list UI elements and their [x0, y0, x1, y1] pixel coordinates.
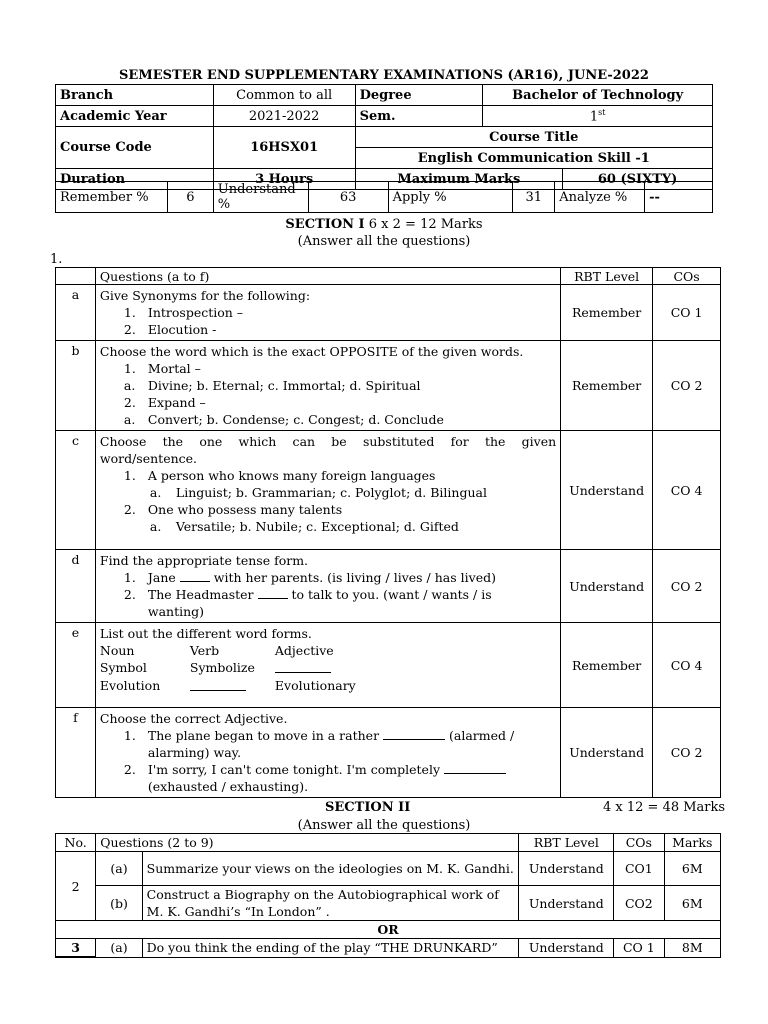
max-marks-label: Maximum Marks: [355, 169, 563, 190]
question-item: The plane began to move in a rather: [147, 728, 380, 743]
section1-heading-line: [0, 217, 768, 232]
question-number: 2: [56, 852, 96, 921]
question-row-2b: [56, 886, 721, 921]
item-number: 1.: [123, 728, 136, 743]
option-letter: a.: [149, 485, 162, 500]
question-item: Elocution -: [147, 322, 217, 337]
col-co-header: COs: [614, 834, 664, 852]
question-text: Do you think the ending of the play “THE DRUNKARD”: [142, 939, 519, 958]
question-stem: Choose the word which is the exact OPPOSITE of the given words.: [99, 344, 524, 359]
word-form-cell: Symbolize: [189, 660, 255, 675]
option-letter: a.: [123, 412, 136, 427]
question-text: Construct a Biography on the Autobiographical work of M. K. Gandhi’s “In London” .: [142, 886, 519, 921]
question-row-f: [56, 708, 721, 798]
co-value: CO 4: [653, 623, 721, 708]
understand-label: Understand %: [213, 182, 308, 213]
marks-value: 8M: [664, 939, 720, 958]
co-value: CO 1: [653, 285, 721, 341]
subquestion-label: (b): [96, 886, 142, 921]
academic-year-label: Academic Year: [56, 106, 214, 127]
apply-label: Apply %: [388, 182, 513, 213]
max-marks-value: 60 (SIXTY): [563, 169, 713, 190]
item-number: 1.: [123, 305, 136, 320]
rbt-level: Understand: [519, 852, 614, 886]
question-item: One who possess many talents: [147, 502, 343, 517]
exam-title: SEMESTER END SUPPLEMENTARY EXAMINATIONS (AR16), JUNE-2022: [119, 68, 649, 83]
section1-heading: SECTION I: [285, 217, 365, 232]
duration-label: Duration: [56, 169, 214, 190]
co-value: CO1: [614, 852, 664, 886]
col-rbt-header: RBT Level: [519, 834, 614, 852]
question-number-1: 1.: [50, 252, 63, 267]
question-row-e: [56, 623, 721, 708]
question-row-3a: [56, 939, 721, 958]
question-item-cont: (alarmed /: [449, 728, 515, 743]
question-options: Linguist; b. Grammarian; c. Polyglot; d. Bilingual: [175, 485, 487, 500]
apply-value: 31: [513, 182, 555, 213]
col-no-header: No.: [56, 834, 96, 852]
col-rbt-header: RBT Level: [561, 268, 653, 285]
item-number: 2.: [123, 587, 136, 602]
subquestion-label: (a): [96, 852, 142, 886]
word-form-header: Adjective: [274, 643, 334, 658]
word-form-header: Verb: [189, 643, 220, 658]
section2-instruction: (Answer all the questions): [297, 818, 471, 833]
section2-marks: 4 x 12 = 48 Marks: [603, 800, 726, 815]
question-row-b: [56, 341, 721, 431]
remember-label: Remember %: [56, 182, 168, 213]
word-form-cell: Evolutionary: [274, 678, 356, 693]
question-stem: Give Synonyms for the following:: [99, 288, 311, 303]
question-item: A person who knows many foreign languages: [147, 468, 436, 483]
co-value: CO 1: [614, 939, 664, 958]
duration-value: 3 Hours: [213, 169, 355, 190]
co-value: CO 2: [653, 550, 721, 623]
rbt-level: Understand: [561, 708, 653, 798]
rbt-level: Remember: [561, 285, 653, 341]
sem-number: 1: [589, 109, 599, 125]
item-number: 2.: [123, 395, 136, 410]
course-code-value: 16HSX01: [213, 127, 355, 169]
co-value: CO 2: [653, 341, 721, 431]
marks-value: 6M: [664, 852, 720, 886]
word-form-cell: Symbol: [99, 660, 147, 675]
question-stem-cont: word/sentence.: [99, 451, 198, 466]
question-item: Mortal –: [147, 361, 201, 376]
question-stem: Choose the correct Adjective.: [99, 711, 288, 726]
option-letter: a.: [149, 519, 162, 534]
answer-blank: [444, 773, 506, 774]
item-number: 1.: [123, 468, 136, 483]
question-label: b: [56, 341, 96, 431]
question-number: 3: [56, 939, 96, 958]
question-item-cont: to talk to you. (want / wants / is: [291, 587, 492, 602]
question-row-d: [56, 550, 721, 623]
question-item: Introspection –: [147, 305, 244, 320]
academic-year-value: 2021-2022: [213, 106, 355, 127]
section2-heading: SECTION II: [325, 800, 411, 815]
question-item: Jane: [147, 570, 176, 585]
word-form-blank: [190, 677, 275, 695]
co-value: CO2: [614, 886, 664, 921]
course-title-label: Course Title: [355, 127, 712, 148]
question-text: Summarize your views on the ideologies on M. K. Gandhi.: [142, 852, 519, 886]
question-item: Expand –: [147, 395, 206, 410]
question-item-cont: alarming) way.: [147, 745, 242, 760]
question-options: Divine; b. Eternal; c. Immortal; d. Spiritual: [147, 378, 421, 393]
blooms-distribution-table: [55, 181, 713, 213]
question-label: c: [56, 431, 96, 550]
question-row-c: [56, 431, 721, 550]
item-number: 1.: [123, 361, 136, 376]
question-label: a: [56, 285, 96, 341]
col-co-header: COs: [653, 268, 721, 285]
question-label: f: [56, 708, 96, 798]
section1-instruction: (Answer all the questions): [297, 234, 471, 249]
question-item-cont: (exhausted / exhausting).: [147, 779, 309, 794]
question-item: The Headmaster: [147, 587, 254, 602]
co-value: CO 4: [653, 431, 721, 550]
rbt-level: Understand: [561, 550, 653, 623]
question-stem: Choose the one which can be substituted for the given: [99, 434, 557, 449]
col-questions-header: Questions (a to f): [95, 268, 560, 285]
understand-value: 63: [308, 182, 388, 213]
rbt-level: Understand: [519, 939, 614, 958]
word-form-cell: Evolution: [99, 678, 161, 693]
degree-label: Degree: [355, 85, 483, 106]
or-divider: OR: [56, 921, 721, 939]
question-options: Convert; b. Condense; c. Congest; d. Conclude: [147, 412, 444, 427]
word-form-blank: [275, 659, 395, 677]
course-code-label: Course Code: [56, 127, 214, 169]
section1-questions-table: [55, 267, 721, 798]
course-info-table: [55, 84, 713, 190]
sem-suffix: st: [598, 107, 606, 117]
question-item-cont: wanting): [147, 604, 205, 619]
question-row-a: [56, 285, 721, 341]
remember-value: 6: [167, 182, 213, 213]
item-number: 1.: [123, 570, 136, 585]
analyze-value: --: [645, 182, 713, 213]
degree-value: Bachelor of Technology: [483, 85, 713, 106]
item-number: 2.: [123, 762, 136, 777]
rbt-level: Remember: [561, 341, 653, 431]
marks-value: 6M: [664, 886, 720, 921]
answer-blank: [180, 581, 210, 582]
course-title-value: English Communication Skill -1: [355, 148, 712, 169]
question-stem: Find the appropriate tense form.: [99, 553, 309, 568]
word-form-header: Noun: [99, 643, 135, 658]
question-item-cont: with her parents. (is living / lives / has lived): [213, 570, 496, 585]
section2-questions-table: [55, 833, 721, 958]
col-questions-header: Questions (2 to 9): [96, 834, 519, 852]
question-options: Versatile; b. Nubile; c. Exceptional; d. Gifted: [175, 519, 459, 534]
analyze-label: Analyze %: [555, 182, 645, 213]
question-stem: List out the different word forms.: [99, 626, 312, 641]
answer-blank: [383, 739, 445, 740]
question-label: d: [56, 550, 96, 623]
branch-value: Common to all: [213, 85, 355, 106]
question-row-2a: [56, 852, 721, 886]
question-label: e: [56, 623, 96, 708]
answer-blank: [258, 598, 288, 599]
item-number: 2.: [123, 502, 136, 517]
section1-marks: 6 x 2 = 12 Marks: [368, 217, 483, 232]
rbt-level: Remember: [561, 623, 653, 708]
option-letter: a.: [123, 378, 136, 393]
sem-value: [483, 106, 713, 127]
col-marks-header: Marks: [664, 834, 720, 852]
word-forms-grid: [100, 642, 556, 695]
sem-label: Sem.: [355, 106, 483, 127]
subquestion-label: (a): [96, 939, 142, 958]
question-item: I'm sorry, I can't come tonight. I'm completely: [147, 762, 441, 777]
rbt-level: Understand: [519, 886, 614, 921]
item-number: 2.: [123, 322, 136, 337]
branch-label: Branch: [56, 85, 214, 106]
rbt-level: Understand: [561, 431, 653, 550]
co-value: CO 2: [653, 708, 721, 798]
